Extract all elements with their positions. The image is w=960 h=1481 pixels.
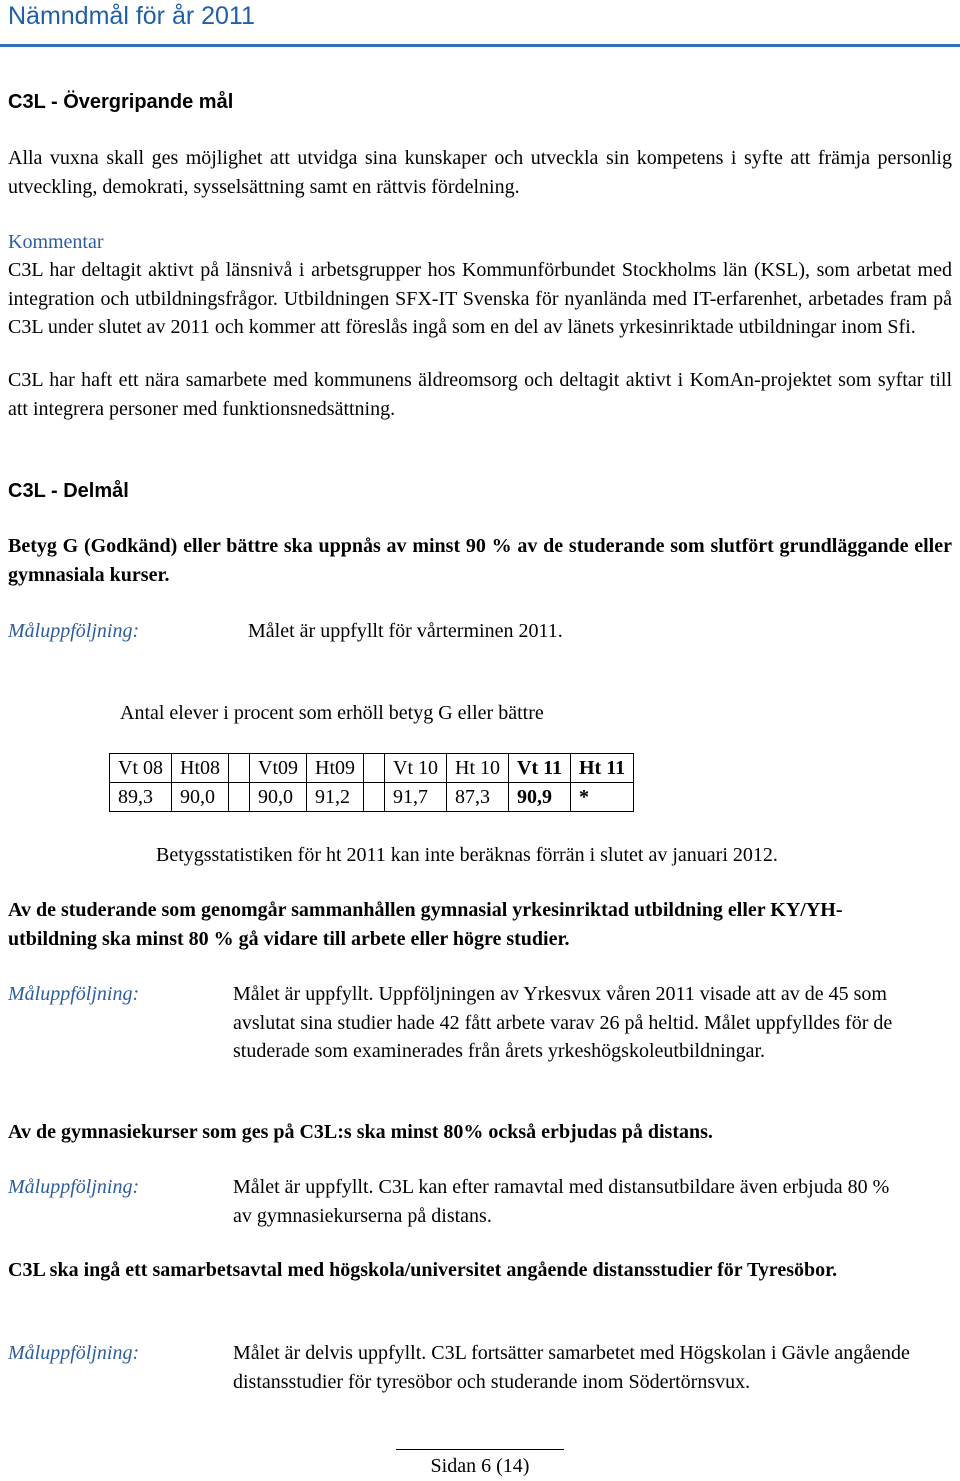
comment-paragraph-2: C3L har haft ett nära samarbete med kommunens äldreomsorg och deltagit aktivt i KomAn-projektet som syftar till att integrera personer med funktionsnedsättning. — [8, 369, 952, 420]
document-header-title: Nämndmål för år 2011 — [8, 2, 255, 30]
comment-paragraph-1: C3L har deltagit aktivt på länsnivå i arbetsgrupper hos Kommunförbundet Stockholms län (KSL), som arbetat med integration och utbildningsfrågor. Utbildningen SFX-IT Svenska för nyanlända med IT-erfarenhet, arbetades fram på C3L under slutet av 2011 och kommer att föreslås ingå som en del av länets yrkesinriktade utbildningar inom Sfi. — [8, 259, 952, 338]
subgoal-4-text: C3L ska ingå ett samarbetsavtal med högskola/universitet angående distansstudier för Tyresöbor. — [8, 1259, 838, 1281]
table-cell: Ht08 — [172, 754, 229, 783]
subgoal-1-followup-value: Målet är uppfyllt för vårterminen 2011. — [248, 620, 563, 642]
header-rule — [0, 44, 960, 47]
table-cell: * — [571, 783, 634, 812]
table-cell: Ht09 — [307, 754, 364, 783]
table-cell: 87,3 — [447, 783, 509, 812]
subgoal-3-text: Av de gymnasiekurser som ges på C3L:s ska minst 80% också erbjudas på distans. — [8, 1121, 713, 1143]
table-cell: Vt09 — [250, 754, 307, 783]
table-gap-cell — [364, 754, 385, 783]
table-note: Betygsstatistiken för ht 2011 kan inte beräknas förrän i slutet av januari 2012. — [156, 844, 778, 866]
table-cell: 90,0 — [172, 783, 229, 812]
subgoal-4-followup-label: Måluppföljning: — [8, 1342, 140, 1364]
overall-goal-text: Alla vuxna skall ges möjlighet att utvidga sina kunskaper och utveckla sin kompetens i syfte att främja personlig utveckling, demokrati, sysselsättning samt en rättvis fördelning. — [8, 147, 952, 198]
page-number: Sidan 6 (14) — [430, 1455, 530, 1477]
table-cell: Vt 08 — [110, 754, 172, 783]
table-gap-cell — [229, 783, 250, 812]
subgoal-2-followup-value: Målet är uppfyllt. Uppföljningen av Yrkesvux våren 2011 visade att av de 45 som avslutat sina studier hade 42 fått arbete varav 26 på heltid. Målet uppfylldes för de studerade som examinerades från årets yrkeshögskoleutbildningar. — [233, 983, 893, 1062]
table-gap-cell — [229, 754, 250, 783]
table-cell: Vt 10 — [385, 754, 447, 783]
subgoal-1-text: Betyg G (Godkänd) eller bättre ska uppnås av minst 90 % av de studerande som slutfört grundläggande eller gymnasiala kurser. — [8, 535, 952, 586]
subgoal-3-followup-value: Målet är uppfyllt. C3L kan efter ramavtal med distansutbildare även erbjuda 80 % av gymnasiekurserna på distans. — [233, 1176, 890, 1227]
subgoal-1-followup-label: Måluppföljning: — [8, 620, 140, 642]
section-heading-subgoals: C3L - Delmål — [8, 480, 129, 502]
table-cell: 90,9 — [509, 783, 571, 812]
subgoal-2-text: Av de studerande som genomgår sammanhållen gymnasial yrkesinriktad utbildning eller KY/YH-utbildning ska minst 80 % gå vidare till arbete eller högre studier. — [8, 899, 843, 950]
table-cell: 91,2 — [307, 783, 364, 812]
table-cell: 91,7 — [385, 783, 447, 812]
table-cell: Ht 10 — [447, 754, 509, 783]
table-cell: Vt 11 — [509, 754, 571, 783]
footer-rule — [396, 1449, 564, 1450]
table-cell: 89,3 — [110, 783, 172, 812]
table-row — [110, 783, 634, 812]
table-cell: 90,0 — [250, 783, 307, 812]
table-cell: Ht 11 — [571, 754, 634, 783]
subgoal-4-followup-value: Målet är delvis uppfyllt. C3L fortsätter samarbetet med Högskolan i Gävle angående distansstudier för tyresöbor och studerande inom Södertörnsvux. — [233, 1342, 910, 1393]
table-gap-cell — [364, 783, 385, 812]
subgoal-3-followup-label: Måluppföljning: — [8, 1176, 140, 1198]
grade-statistics-table — [109, 753, 634, 812]
section-heading-overall-goal: C3L - Övergripande mål — [8, 91, 234, 113]
table-row — [110, 754, 634, 783]
comment-label: Kommentar — [8, 231, 104, 253]
subgoal-2-followup-label: Måluppföljning: — [8, 983, 140, 1005]
table-caption: Antal elever i procent som erhöll betyg G eller bättre — [120, 702, 544, 724]
